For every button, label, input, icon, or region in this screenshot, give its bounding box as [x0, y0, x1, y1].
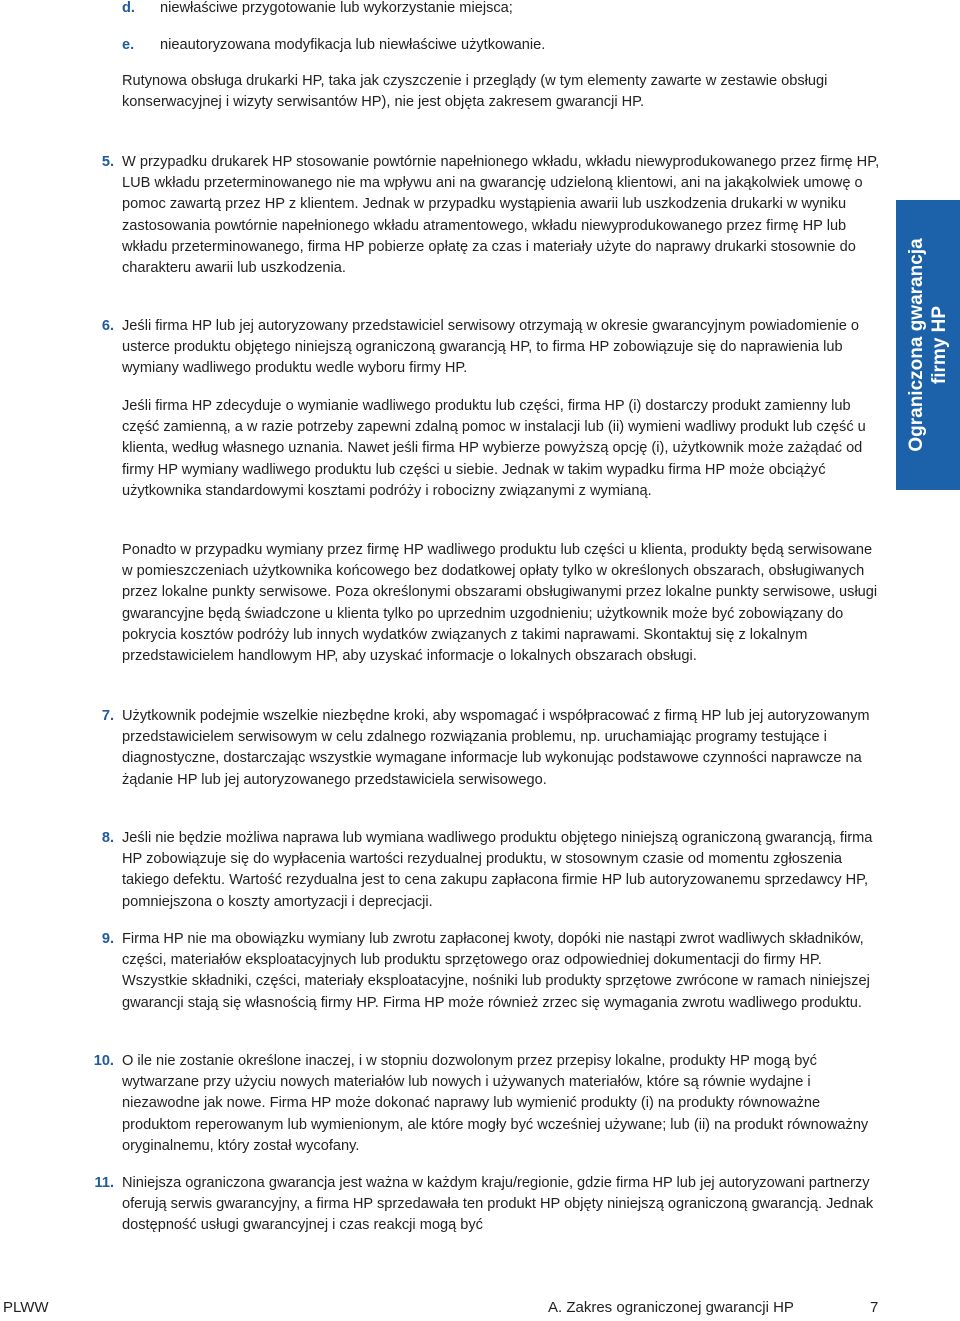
paragraph: nieautoryzowana modyfikacja lub niewłaściwe użytkowanie. [160, 37, 546, 53]
footer-page-number: 7 [870, 1299, 879, 1316]
list-item-e [82, 35, 545, 56]
paragraph-routine-maintenance [82, 71, 882, 113]
list-number: 5. [101, 154, 114, 170]
list-number: d. [122, 0, 135, 16]
list-number: 8. [101, 830, 114, 846]
chapter-tab [896, 200, 960, 490]
list-number: 11. [94, 1175, 114, 1191]
paragraph: Jeśli firma HP lub jej autoryzowany przedstawiciel serwisowy otrzymają w okresie gwarancyjnym powiadomienie o usterce produktu objętego niniejszą ograniczoną gwarancją HP, to firma HP zobowiązuje się do naprawienia lub wymiany wadliwego produktu wedle wyboru firmy HP. [122, 318, 859, 377]
chapter-tab-label [905, 238, 951, 451]
paragraph: Rutynowa obsługa drukarki HP, taka jak czyszczenie i przeglądy (w tym elementy zawarte w zestawie obsługi konserwacyjnej i wizyty serwisantów HP), nie jest objęta zakresem gwarancji HP. [122, 73, 828, 111]
chapter-tab-line-2: firmy HP [929, 305, 950, 385]
list-item-6-para-2 [82, 396, 882, 502]
paragraph: niewłaściwe przygotowanie lub wykorzystanie miejsca; [160, 0, 513, 16]
list-item-d [82, 0, 513, 21]
paragraph: O ile nie zostanie określone inaczej, i w stopniu dozwolonym przez przepisy lokalne, produkty HP mogą być wytwarzane przy użyciu nowych materiałów lub nowych i używanych materiałów, które są równie wydajne i niezawodne jak nowe. Firma HP może dokonać naprawy lub wymienić produkty (i) na produkty równoważne produktom reperowanym lub wymienionym, ale które mogły być wcześniej używane; lub (ii) na produkt równoważny oryginalnemu, który został wycofany. [122, 1053, 869, 1154]
footer-section-title: A. Zakres ograniczonej gwarancji HP [548, 1299, 794, 1316]
chapter-tab-line-1: Ograniczona gwarancja [906, 238, 927, 452]
list-number: 6. [101, 318, 114, 334]
list-number: 9. [101, 931, 114, 947]
paragraph: Niniejsza ograniczona gwarancja jest ważna w każdym kraju/regionie, gdzie firma HP lub jej autoryzowani partnerzy oferują serwis gwarancyjny, a firma HP sprzedawała ten produkt HP objęty niniejszą ograniczoną gwarancją. Jednak dostępność usługi gwarancyjnej i czas reakcji mogą być [122, 1175, 874, 1234]
list-item-10 [82, 1051, 882, 1157]
list-number: 10. [93, 1053, 114, 1069]
paragraph: Użytkownik podejmie wszelkie niezbędne kroki, aby wspomagać i współpracować z firmą HP lub jej autoryzowanym przedstawicielem serwisowym w celu zdalnego rozwiązania problemu, np. uruchamiając programy testujące i diagnostyczne, dostarczając wszystkie wymagane informacje lub wykonując podstawowe czynności naprawcze na żądanie HP lub jej autoryzowanego przedstawiciela serwisowego. [122, 708, 870, 788]
list-item-9 [82, 929, 882, 1014]
footer-language-code: PLWW [3, 1299, 49, 1316]
paragraph: Jeśli firma HP zdecyduje o wymianie wadliwego produktu lub części, firma HP (i) dostarczy produkt zamienny lub część zamienną, a w razie potrzeby zapewni zdalną pomoc w instalacji lub (ii) wymieni wadliwy produkt lub część u klienta, według własnego uznania. Nawet jeśli firma HP wybierze powyższą opcję (i), użytkownik może zażądać od firmy HP wymiany wadliwego produktu lub części u siebie. Jednak w takim wypadku firma HP może obciążyć użytkownika standardowymi kosztami podróży i robocizny związanymi z wymianą. [122, 398, 866, 499]
list-number: 7. [101, 708, 114, 724]
list-item-7 [82, 706, 882, 791]
list-item-6-para-3 [82, 540, 882, 667]
paragraph: Firma HP nie ma obowiązku wymiany lub zwrotu zapłaconej kwoty, dopóki nie nastąpi zwrot wadliwych składników, części, materiałów eksploatacyjnych lub produktu sprzętowego oraz odpowiedniej dokumentacji do firmy HP. Wszystkie składniki, części, materiały eksploatacyjne, nośniki lub produkty sprzętowe zwrócone w ramach niniejszej gwarancji stają się własnością firmy HP. Firma HP może również zrzec się wymagania zwrotu wadliwego produktu. [122, 931, 870, 1011]
list-item-8 [82, 828, 882, 913]
paragraph: W przypadku drukarek HP stosowanie powtórnie napełnionego wkładu, wkładu niewyprodukowanego przez firmę HP, LUB wkładu przeterminowanego nie ma wpływu ani na gwarancję udzieloną klientowi, ani na jakąkolwiek umowę o pomoc zawartą przez HP z klientem. Jednak w przypadku wystąpienia awarii lub uszkodzenia drukarki w wyniku zastosowania powtórnie napełnionego wkładu atramentowego, wkładu niewyprodukowanego przez firmę HP lub wkładu przeterminowanego, firma HP pobierze opłatę za czas i materiały użyte do naprawy drukarki stosownie do charakteru awarii lub uszkodzenia. [122, 154, 880, 277]
list-item-11 [82, 1173, 882, 1237]
list-item-6 [82, 316, 882, 380]
paragraph: Ponadto w przypadku wymiany przez firmę HP wadliwego produktu lub części u klienta, produkty będą serwisowane w pomieszczeniach użytkownika końcowego bez dodatkowej opłaty tylko w określonych obszarach, obsługiwanych przez lokalne punkty serwisowe. Poza określonymi obszarami obsługiwanymi przez lokalne punkty serwisowe, usługi gwarancyjne będą świadczone u klienta tylko po uprzednim uzgodnieniu; użytkownik może być zobowiązany do pokrycia kosztów podróży lub innych wydatków związanych z takimi naprawami. Skontaktuj się z lokalnym przedstawicielem handlowym HP, aby uzyskać informacje o lokalnych obszarach obsługi. [122, 542, 878, 665]
list-number: e. [122, 37, 135, 53]
list-item-5 [82, 152, 882, 279]
paragraph: Jeśli nie będzie możliwa naprawa lub wymiana wadliwego produktu objętego niniejszą ograniczoną gwarancją, firma HP zobowiązuje się do wypłacenia wartości rezydualnej produktu, w stosownym czasie od momentu zgłoszenia takiego defektu. Wartość rezydualna jest to cena zakupu zapłacona firmie HP lub autoryzowanemu sprzedawcy HP, pomniejszona o koszty amortyzacji i deprecjacji. [122, 830, 873, 910]
